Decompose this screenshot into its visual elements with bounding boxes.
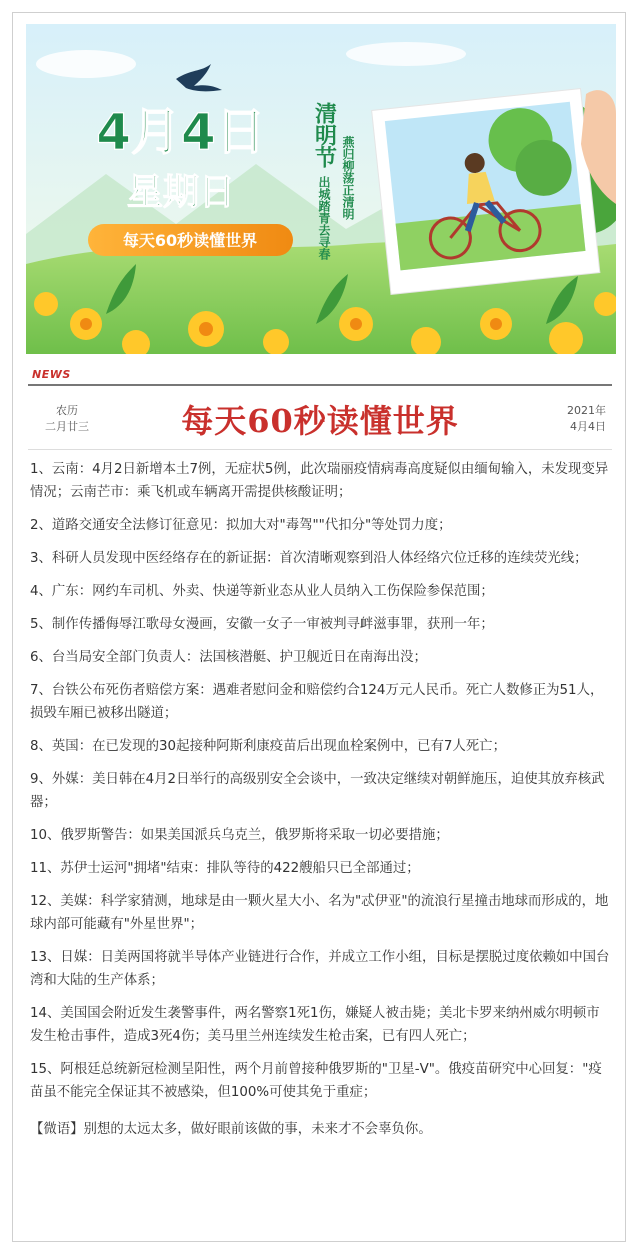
news-item: 12、美媒：科学家猜测，地球是由一颗火星大小、名为"忒伊亚"的流浪行星撞击地球而形成的，地球内部可能藏有"外星世界"；	[30, 894, 609, 932]
gregorian-date-block	[536, 403, 606, 435]
page-title: 每天60秒读懂世界	[181, 402, 459, 440]
news-item: 1、云南：4月2日新增本土7例，无症状5例，此次瑞丽疫情病毒高度疑似由缅甸输入，未发现变异情况；云南芒市：乘飞机或车辆离开需提供核酸证明；	[30, 462, 609, 500]
daily-quote: 【微语】别想的太远太多，做好眼前该做的事，未来才不会辜负你。	[30, 1122, 432, 1137]
news-item: 7、台铁公布死伤者赔偿方案：遇难者慰问金和赔偿约合124万元人民币。死亡人数修正为51人，损毁车厢已被移出隧道；	[30, 683, 604, 721]
banner-weekday: 星期日	[126, 172, 236, 213]
news-item: 3、科研人员发现中医经络存在的新证据：首次清晰观察到沿人体经络穴位迁移的连续荧光线；	[30, 551, 588, 566]
news-list	[30, 458, 612, 1151]
news-item: 4、广东：网约车司机、外卖、快递等新业态从业人员纳入工伤保险参保范围；	[30, 584, 494, 599]
news-item: 5、制作传播侮辱江歌母女漫画，安徽一女子一审被判寻衅滋事罪，获刑一年；	[30, 617, 494, 632]
news-item: 10、俄罗斯警告：如果美国派兵乌克兰，俄罗斯将采取一切必要措施；	[30, 828, 449, 843]
news-item: 15、阿根廷总统新冠检测呈阳性，两个月前曾接种俄罗斯的"卫星-V"。俄疫苗研究中心回复："疫苗虽不能完全保证其不被感染，但100%可使其免于重症；	[30, 1062, 602, 1100]
banner-festival: 清明节	[311, 102, 337, 168]
banner-slogan: 每天60秒读懂世界	[122, 231, 258, 250]
news-item: 6、台当局安全部门负责人：法国核潜艇、护卫舰近日在南海出没；	[30, 650, 427, 665]
news-item: 2、道路交通安全法修订征意见：拟加大对"毒驾""代扣分"等处罚力度；	[30, 518, 452, 533]
banner-poem-line2: 燕归柳荡正清明	[341, 136, 355, 220]
banner-image	[26, 24, 616, 354]
header-divider	[28, 384, 612, 386]
news-item: 13、日媒：日美两国将就半导体产业链进行合作，并成立工作小组，目标是摆脱过度依赖如中国台湾和大陆的生产体系；	[30, 950, 610, 988]
news-item: 9、外媒：美日韩在4月2日举行的高级别安全会谈中，一致决定继续对朝鲜施压，迫使其放弃核武器；	[30, 772, 605, 810]
news-item: 11、苏伊士运河"拥堵"结束：排队等待的422艘船只已全部通过；	[30, 861, 420, 876]
lunar-date: 二月廿三	[45, 420, 89, 433]
lunar-label: 农历	[56, 404, 78, 417]
news-item: 8、英国：在已发现的30起接种阿斯利康疫苗后出现血栓案例中，已有7人死亡；	[30, 739, 506, 754]
date-label: 4月4日	[570, 420, 606, 433]
lunar-date-block	[32, 403, 102, 435]
title-divider	[28, 449, 612, 450]
news-item: 14、美国国会附近发生袭警事件，两名警察1死1伤，嫌疑人被击毙；美北卡罗来纳州威尔明顿市发生枪击事件，造成3死4伤；美马里兰州连续发生枪击案，已有四人死亡；	[30, 1006, 600, 1044]
banner-date: 4月4日	[96, 103, 266, 161]
banner-poem-line1: 出城踏青去寻春	[317, 176, 331, 260]
news-label: NEWS	[32, 368, 71, 381]
year-label: 2021年	[567, 404, 606, 417]
